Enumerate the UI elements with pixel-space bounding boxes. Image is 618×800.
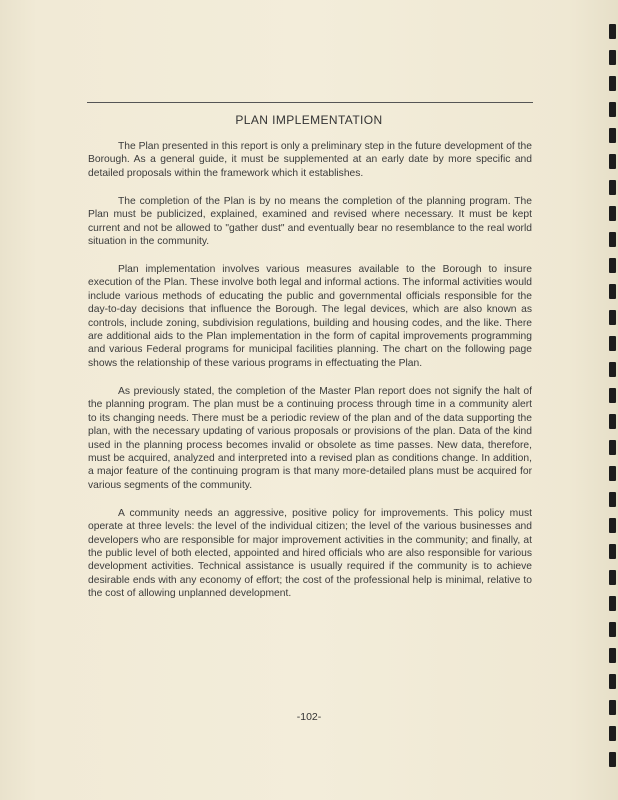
binding-tab bbox=[609, 206, 616, 221]
binding-tab bbox=[609, 752, 616, 767]
header-rule bbox=[87, 102, 533, 103]
binding-tab bbox=[609, 726, 616, 741]
binding-tab bbox=[609, 544, 616, 559]
page-number: -102- bbox=[296, 711, 322, 723]
binding-tab bbox=[609, 50, 616, 65]
paragraph-1: The Plan presented in this report is only a preliminary step in the future development of the Borough. As a general guide, it must be supplemented at an early date by more specific and detailed proposals within the framework which it establishes. bbox=[88, 141, 532, 179]
paragraph-5: A community needs an aggressive, positive policy for improvements. This policy must operate at three levels: the level of the individual citizen; the level of the various businesses and developers who are responsible for major improvement activities in the community; and finally, at the public level of both elected, appointed and hired officials who are also responsible for various development activities. Technical assistance is usually required if the community is to achieve desirable ends with any economy of effort; the cost of the professional help is minimal, relative to the cost of allowing unplanned development. bbox=[88, 507, 532, 600]
body-text bbox=[88, 140, 532, 615]
binding-tab bbox=[609, 154, 616, 169]
binding-tab bbox=[609, 648, 616, 663]
binding-tab bbox=[609, 492, 616, 507]
binding-tab bbox=[609, 310, 616, 325]
binding-tab bbox=[609, 388, 616, 403]
binding-tab bbox=[609, 76, 616, 91]
binding-tab bbox=[609, 258, 616, 273]
binding-tab bbox=[609, 674, 616, 689]
binding-tab bbox=[609, 414, 616, 429]
binding-tab bbox=[609, 570, 616, 585]
page-title: PLAN IMPLEMENTATION bbox=[235, 113, 383, 127]
paragraph-2: The completion of the Plan is by no means the completion of the planning program. The Plan must be publicized, explained, examined and revised where necessary. It must be kept current and not be allowed to "gather dust" and eventually bear no resemblance to the real world situation in the community. bbox=[88, 195, 532, 248]
binding-tab bbox=[609, 518, 616, 533]
binding-tab bbox=[609, 336, 616, 351]
binding-tab bbox=[609, 622, 616, 637]
binding-tab bbox=[609, 362, 616, 377]
binding-tab bbox=[609, 596, 616, 611]
spiral-binding bbox=[606, 10, 618, 790]
paragraph-3: Plan implementation involves various measures available to the Borough to insure execution of the Plan. These involve both legal and informal actions. The informal activities would include various methods of educating the public and governmental officials responsible for the day-to-day decisions that influence the Borough. The legal devices, which are also known as controls, include zoning, subdivision regulations, building and housing codes, and the like. There are additional aids to the Plan implementation in the form of capital improvements programming and various Federal programs for municipal facilities planning. The chart on the following page shows the relationship of these various programs in effectuating the Plan. bbox=[88, 264, 532, 369]
binding-tab bbox=[609, 128, 616, 143]
binding-tab bbox=[609, 284, 616, 299]
paragraph-4: As previously stated, the completion of the Master Plan report does not signify the halt of the planning program. The plan must be a continuing process through time in a community alert to its changing needs. There must be a periodic review of the plan and of the data supporting the plan, with the necessary updating of various proposals or provisions of the plan. Data of the kind used in the planning process becomes invalid or obsolete as time passes. New data, therefore, must be acquired, analyzed and interpreted into a revised plan as conditions change. In addition, a major feature of the continuing program is that many more-detailed plans must be acquired for various segments of the community. bbox=[88, 385, 532, 491]
binding-tab bbox=[609, 24, 616, 39]
binding-tab bbox=[609, 440, 616, 455]
binding-tab bbox=[609, 466, 616, 481]
binding-tab bbox=[609, 180, 616, 195]
binding-tab bbox=[609, 232, 616, 247]
